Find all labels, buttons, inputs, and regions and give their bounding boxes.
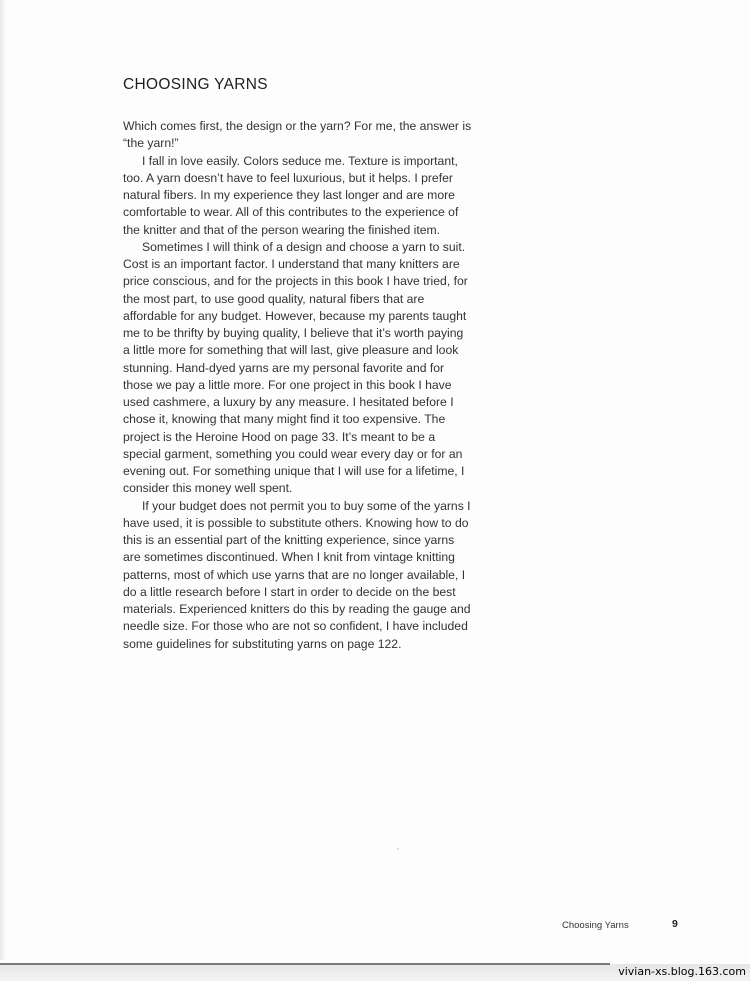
paragraph-2: I fall in love easily. Colors seduce me. Texture is important, too. A yarn doesn’t have to feel luxurious, but it helps. I prefer natural fibers. In my experience they last longer and are more comfortable to wear. All of this contributes to the experience of the knitter and that of the person wearing the finished item. [123,153,459,237]
watermark-text: vivian-xs.blog.163.com [618,965,746,978]
scan-bottom-line [0,963,610,965]
paragraph-4: If your budget does not permit you to buy some of the yarns I have used, it is possible to substitute others. Knowing how to do this is an essential part of the knitting experience, since yarns are sometimes discontinued. When I knit from vintage knitting patterns, most of which use yarns that are no longer available, I do a little research before I start in order to decide on the best materials. Experienced knitters do this by reading the gauge and needle size. For those who are not so confident, I have included some guidelines for substituting yarns on page 122. [123,498,471,651]
page-number: 9 [672,918,678,930]
section-heading: CHOOSING YARNS [123,76,268,93]
page-gutter-shadow [0,0,6,960]
running-footer-title: Choosing Yarns [562,920,629,931]
paragraph-3: Sometimes I will think of a design and choose a yarn to suit. Cost is an important factor. I understand that many knitters are price conscious, and for the projects in this book I have tried, for the most part, to use good quality, natural fibers that are affordable for any budget. However, because my parents taught me to be thrifty by buying quality, I believe that it’s worth paying a little more for something that will last, give pleasure and look stunning. Hand-dyed yarns are my personal favorite and for those we pay a little more. For one project in this book I have used cashmere, a luxury by any measure. I hesitated before I chose it, knowing that many might find it too expensive. The project is the Heroine Hood on page 33. It’s meant to be a special garment, something you could wear every day or for an evening out. For something unique that I will use for a lifetime, I consider this money well spent. [123,239,468,496]
body-text [123,118,473,653]
paragraph-1: Which comes first, the design or the yarn? For me, the answer is “the yarn!” [123,119,472,151]
scan-speck [397,848,399,850]
